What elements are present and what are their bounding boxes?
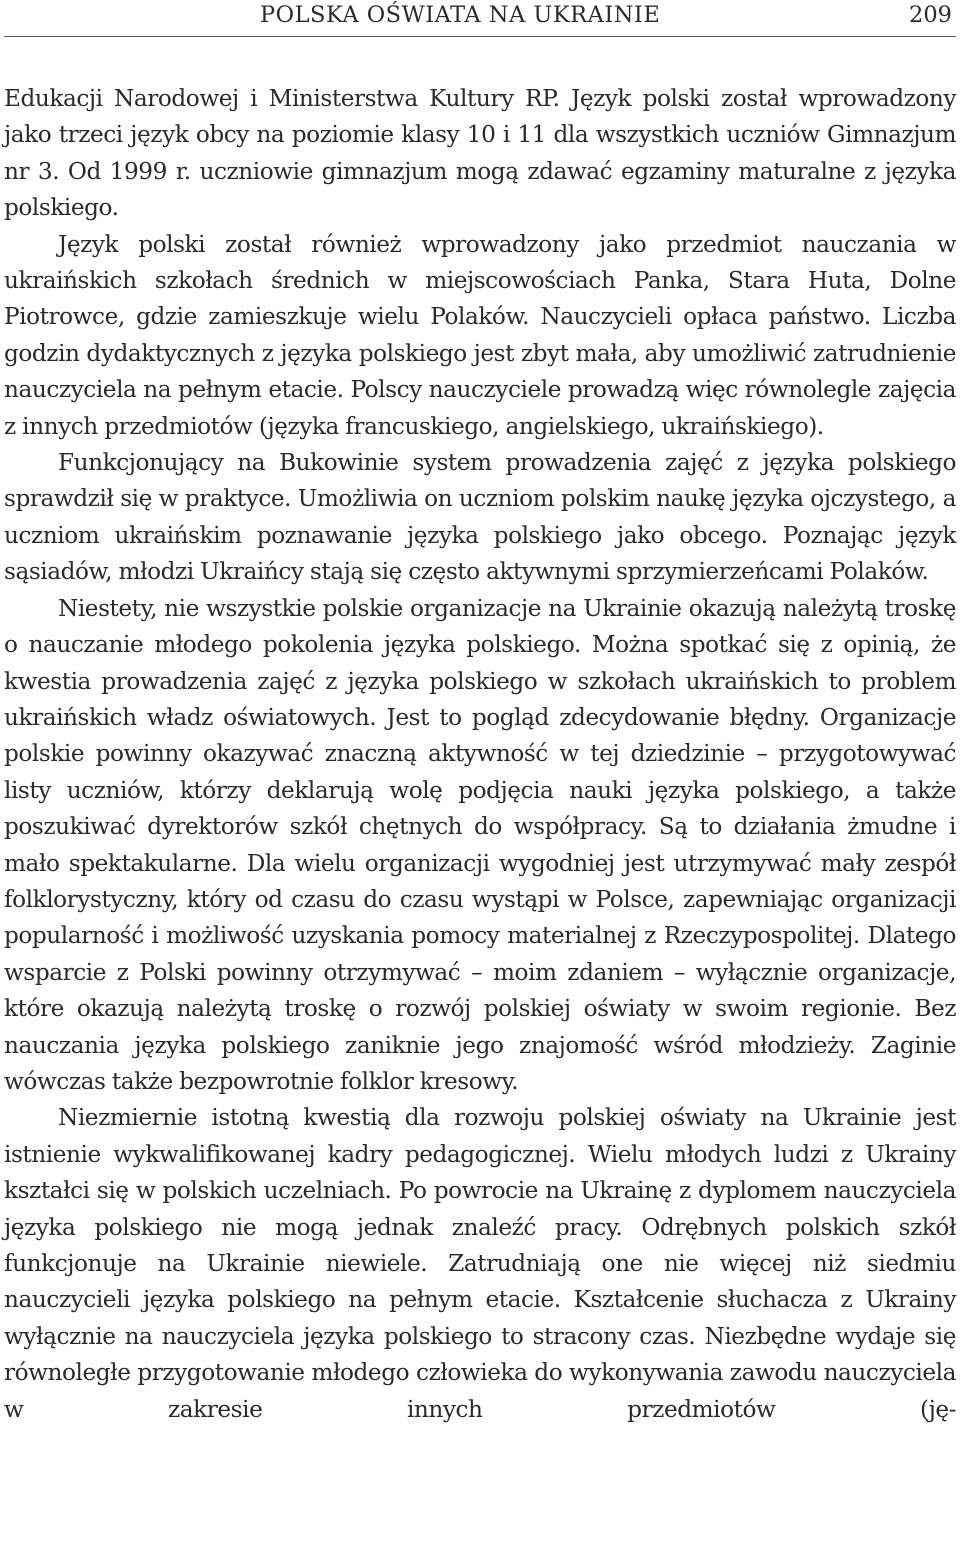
paragraph-5: Niezmiernie istotną kwestią dla rozwoju polskiej oświaty na Ukrainie jest istnienie wykwalifikowanej kadry pedagogicznej. Wielu młodych ludzi z Ukrainy kształci się w polskich uczelniach. Po powrocie na Ukrainę z dyplomem nauczyciela języka polskiego nie mogą jednak znaleźć pracy. Odrębnych polskich szkół funkcjonuje na Ukrainie niewiele. Zatrudniają one nie więcej niż siedmiu nauczycieli języka polskiego na pełnym etacie. Kształcenie słuchacza z Ukrainy wyłącznie na nauczyciela języka polskiego to stracony czas. Niezbędne wydaje się równoległe przygotowanie młodego człowieka do wykonywania zawodu nauczyciela w zakresie innych przedmiotów (ję-: [4, 1104, 956, 1423]
paragraph-1: Edukacji Narodowej i Ministerstwa Kultury RP. Język polski został wprowadzony jako trzeci język obcy na poziomie klasy 10 i 11 dla wszystkich uczniów Gimnazjum nr 3. Od 1999 r. uczniowie gimnazjum mogą zdawać egzaminy maturalne z języka polskiego.: [4, 85, 956, 222]
body-text: [4, 81, 956, 1428]
running-header: [4, 0, 956, 37]
paragraph-2: Język polski został również wprowadzony jako przedmiot nauczania w ukraińskich szkołach średnich w miejscowościach Panka, Stara Huta, Dolne Piotrowce, gdzie zamieszkuje wielu Polaków. Nauczycieli opłaca państwo. Liczba godzin dydaktycznych z języka polskiego jest zbyt mała, aby umożliwić zatrudnienie nauczyciela na pełnym etacie. Polscy nauczyciele prowadzą więc równolegle zajęcia z innych przedmiotów (języka francuskiego, angielskiego, ukraińskiego).: [4, 230, 956, 440]
paragraph-4: Niestety, nie wszystkie polskie organizacje na Ukrainie okazują należytą troskę o nauczanie młodego pokolenia języka polskiego. Można spotkać się z opinią, że kwestia prowadzenia zajęć z języka polskiego w szkołach ukraińskich to problem ukraińskich władz oświatowych. Jest to pogląd zdecydowanie błędny. Organizacje polskie powinny okazywać znaczną aktywność w tej dziedzinie – przygotowywać listy uczniów, którzy deklarują wolę podjęcia nauki języka polskiego, a także poszukiwać dyrektorów szkół chętnych do współpracy. Są to działania żmudne i mało spektakularne. Dla wielu organizacji wygodniej jest utrzymywać mały zespół folklorystyczny, który od czasu do czasu wystąpi w Polsce, zapewniając organizacji popularność i możliwość uzyskania pomocy materialnej z Rzeczypospolitej. Dlatego wsparcie z Polski powinny otrzymywać – moim zdaniem – wyłącznie organizacje, które okazują należytą troskę o rozwój polskiej oświaty w swoim regionie. Bez nauczania języka polskiego zaniknie jego znajomość wśród młodzieży. Zaginie wówczas także bezpowrotnie folklor kresowy.: [4, 594, 956, 1095]
paragraph-3: Funkcjonujący na Bukowinie system prowadzenia zajęć z języka polskiego sprawdził się w praktyce. Umożliwia on uczniom polskim naukę języka ojczystego, a uczniom ukraińskim poznawanie języka polskiego jako obcego. Poznając język sąsiadów, młodzi Ukraińcy stają się często aktywnymi sprzymierzeńcami Polaków.: [4, 449, 956, 586]
running-title: POLSKA OŚWIATA NA UKRAINIE: [260, 2, 661, 28]
page-number: 209: [909, 2, 952, 28]
book-page: [4, 0, 956, 1428]
